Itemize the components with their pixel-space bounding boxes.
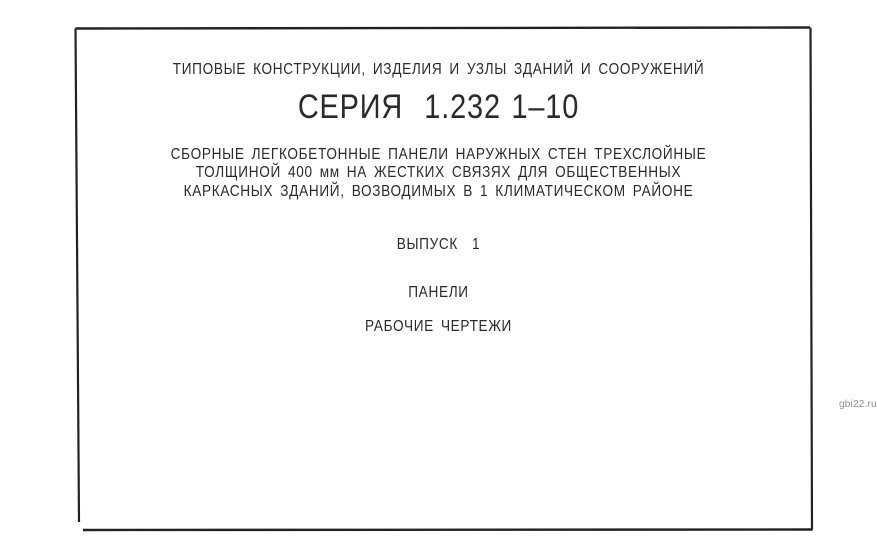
- header-line: ТИПОВЫЕ КОНСТРУКЦИИ, ИЗДЕЛИЯ И УЗЛЫ ЗДАНИЙ И СООРУЖЕНИЙ: [172, 61, 705, 78]
- section-label: ПАНЕЛИ: [408, 284, 469, 301]
- drawings-label: РАБОЧИЕ ЧЕРТЕЖИ: [364, 318, 513, 335]
- subtitle-block: [0, 146, 877, 201]
- subtitle-line-1: СБОРНЫЕ ЛЕГКОБЕТОННЫЕ ПАНЕЛИ НАРУЖНЫХ СТЕН ТРЕХСЛОЙНЫЕ: [170, 146, 707, 163]
- subtitle-line-3: КАРКАСНЫХ ЗДАНИЙ, ВОЗВОДИМЫХ В 1 КЛИМАТИЧЕСКОМ РАЙОНЕ: [183, 182, 694, 200]
- watermark: gbi22.ru: [839, 399, 877, 410]
- subtitle-line-2: ТОЛЩИНОЙ 400 мм НА ЖЕСТКИХ СВЯЗЯХ ДЛЯ ОБЩЕСТВЕННЫХ: [195, 164, 682, 182]
- issue-label: ВЫПУСК 1: [396, 236, 481, 253]
- series-title: СЕРИЯ 1.232 1–10: [297, 88, 580, 126]
